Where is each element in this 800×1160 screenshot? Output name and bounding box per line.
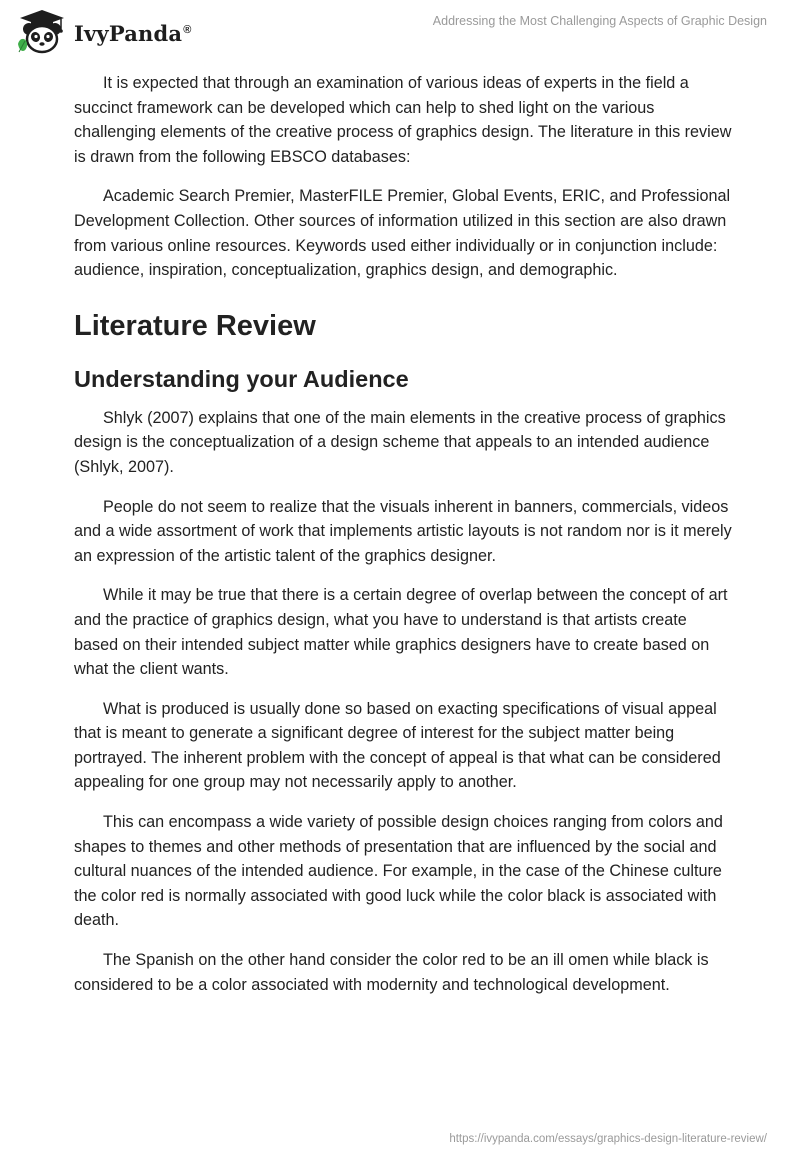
section-heading: Literature Review xyxy=(74,309,316,342)
intro-paragraph: Academic Search Premier, MasterFILE Premier, Global Events, ERIC, and Professional Development Collection. Other sources of information utilized in this section are also drawn from various online resources. Keywords used either individually or in conjunction include: audience, inspiration, conceptualization, graphics design, and demographic. xyxy=(74,187,731,280)
registered-mark: ® xyxy=(183,23,192,36)
subsection-heading: Understanding your Audience xyxy=(74,365,409,392)
body-paragraph: This can encompass a wide variety of possible design choices ranging from colors and shapes to themes and other methods of presentation that are influenced by the social and cultural nuances of the intended audience. For example, in the case of the Chinese culture the color red is normally associated with good luck while the color black is associated with death. xyxy=(74,813,723,930)
source-url[interactable]: https://ivypanda.com/essays/graphics-design-literature-review/ xyxy=(449,1133,767,1145)
panda-graduation-cap-icon xyxy=(14,8,70,58)
page-header xyxy=(0,0,800,70)
article-content xyxy=(74,71,734,1012)
body-paragraph: People do not seem to realize that the visuals inherent in banners, commercials, videos and a wide assortment of work that implements artistic layouts is not random nor is it merely an expression of the artistic talent of the graphics designer. xyxy=(74,497,732,565)
ivypanda-logo[interactable] xyxy=(14,8,192,58)
body-paragraph: What is produced is usually done so based on exacting specifications of visual appeal that is meant to generate a significant degree of interest for the subject matter being portrayed. The inherent problem with the concept of appeal is that what can be considered appealing for one group may not necessarily apply to another. xyxy=(74,699,721,792)
intro-paragraph: It is expected that through an examination of various ideas of experts in the field a succinct framework can be developed which can help to shed light on the various challenging elements of the creative process of graphics design. The literature in this review is drawn from the following EBSCO databases: xyxy=(74,74,732,166)
body-paragraph: The Spanish on the other hand consider the color red to be an ill omen while black is considered to be a color associated with modernity and technological development. xyxy=(74,951,709,994)
body-paragraph: Shlyk (2007) explains that one of the main elements in the creative process of graphics design is the conceptualization of a design scheme that appeals to an intended audience (Shlyk, 2007). xyxy=(74,408,726,476)
document-title: Addressing the Most Challenging Aspects of Graphic Design xyxy=(432,14,767,28)
body-paragraph: While it may be true that there is a certain degree of overlap between the concept of art and the practice of graphics design, what you have to understand is that artists create based on their intended subject matter while graphics designers have to create based on what the client wants. xyxy=(74,586,728,679)
brand-name: IvyPanda® xyxy=(74,20,192,46)
